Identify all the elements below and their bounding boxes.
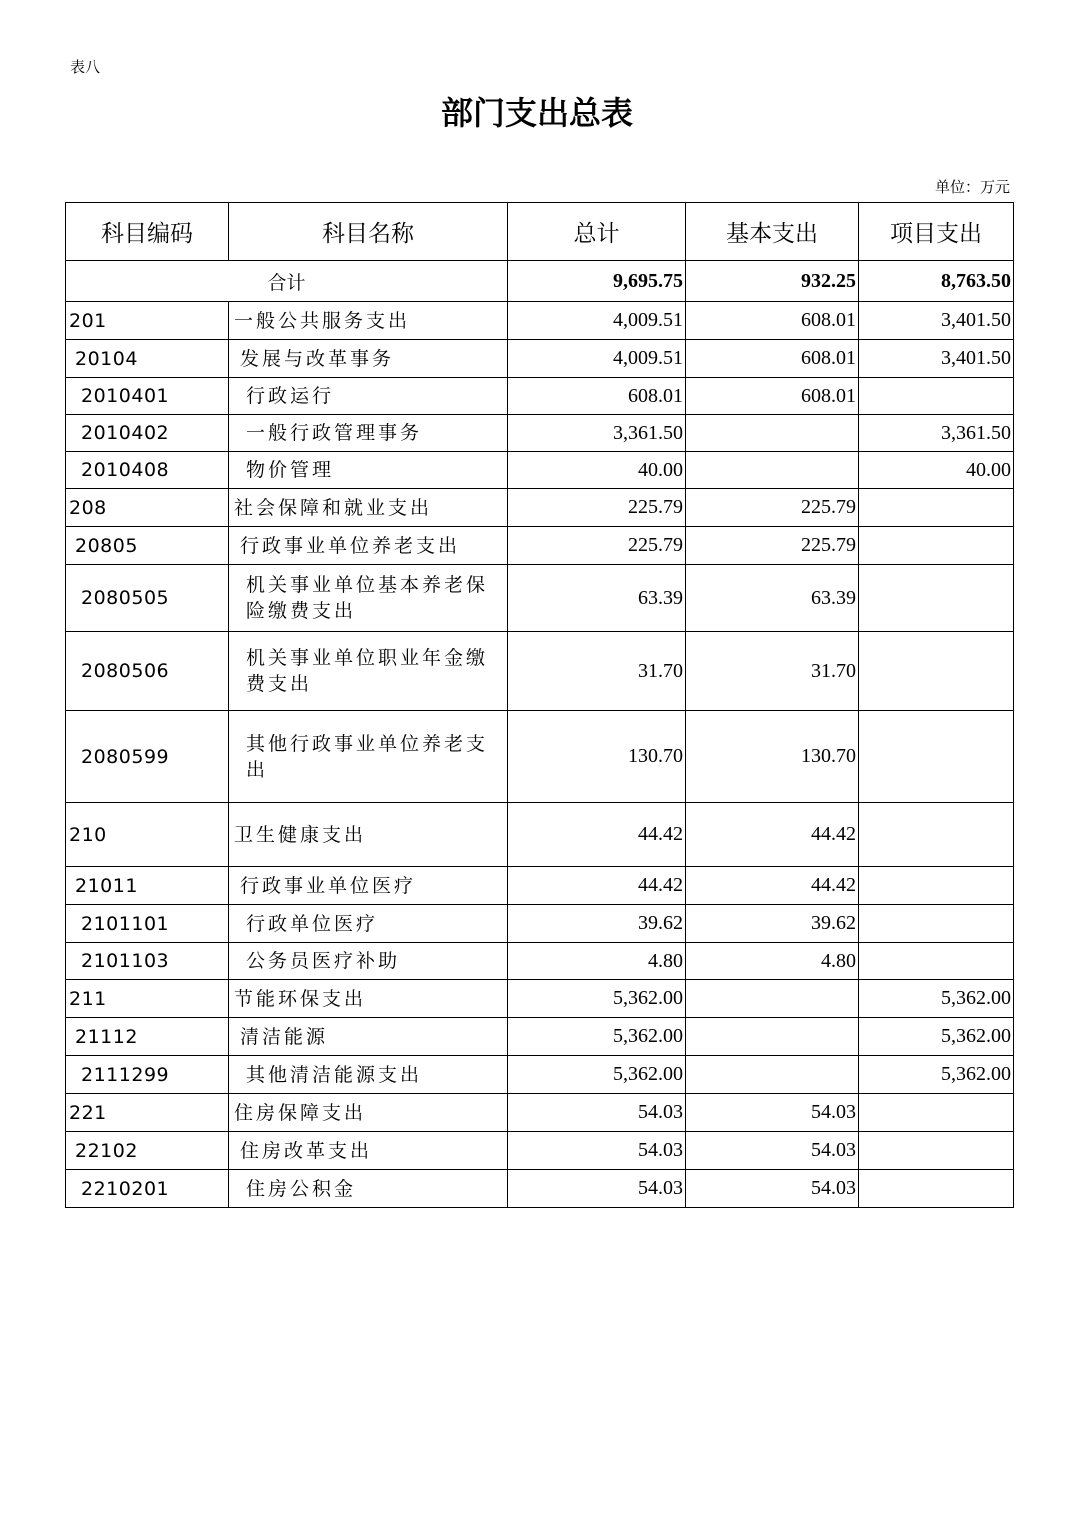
table-row (66, 1170, 1014, 1208)
project-cell: 5,362.00 (859, 1018, 1014, 1056)
basic-cell (686, 1056, 859, 1094)
code-cell: 2080599 (66, 711, 229, 803)
basic-cell: 608.01 (686, 340, 859, 378)
name-cell: 社会保障和就业支出 (229, 489, 508, 527)
basic-cell: 608.01 (686, 302, 859, 340)
code-cell: 208 (66, 489, 229, 527)
table-row (66, 980, 1014, 1018)
code-cell: 21112 (66, 1018, 229, 1056)
code-cell: 210 (66, 803, 229, 867)
total-label: 合计 (66, 261, 508, 302)
header-project: 项目支出 (859, 203, 1014, 261)
name-cell: 住房保障支出 (229, 1094, 508, 1132)
project-cell (859, 1132, 1014, 1170)
total-cell: 54.03 (508, 1132, 686, 1170)
table-row (66, 340, 1014, 378)
code-cell: 201 (66, 302, 229, 340)
project-cell (859, 378, 1014, 415)
basic-cell (686, 1018, 859, 1056)
basic-cell: 54.03 (686, 1094, 859, 1132)
basic-cell: 225.79 (686, 527, 859, 565)
code-cell: 2010402 (66, 415, 229, 452)
code-cell: 211 (66, 980, 229, 1018)
table-row (66, 527, 1014, 565)
name-cell: 住房改革支出 (229, 1132, 508, 1170)
project-cell (859, 803, 1014, 867)
table-number-label: 表八 (70, 58, 101, 76)
code-cell: 2101103 (66, 943, 229, 980)
name-cell: 行政事业单位医疗 (229, 867, 508, 905)
basic-cell (686, 415, 859, 452)
name-cell: 清洁能源 (229, 1018, 508, 1056)
project-cell (859, 943, 1014, 980)
basic-cell: 39.62 (686, 905, 859, 943)
project-cell (859, 1094, 1014, 1132)
total-cell: 39.62 (508, 905, 686, 943)
total-cell: 225.79 (508, 489, 686, 527)
project-cell: 40.00 (859, 452, 1014, 489)
total-cell: 130.70 (508, 711, 686, 803)
project-cell (859, 632, 1014, 711)
name-cell: 行政事业单位养老支出 (229, 527, 508, 565)
project-cell: 5,362.00 (859, 1056, 1014, 1094)
basic-cell: 54.03 (686, 1132, 859, 1170)
table-row (66, 1094, 1014, 1132)
code-cell: 20805 (66, 527, 229, 565)
name-cell: 发展与改革事务 (229, 340, 508, 378)
table-row (66, 415, 1014, 452)
total-cell: 5,362.00 (508, 1056, 686, 1094)
code-cell: 21011 (66, 867, 229, 905)
table-row (66, 565, 1014, 632)
basic-cell: 608.01 (686, 378, 859, 415)
basic-cell (686, 980, 859, 1018)
name-cell: 机关事业单位职业年金缴费支出 (229, 632, 508, 711)
code-cell: 2080505 (66, 565, 229, 632)
total-cell: 31.70 (508, 632, 686, 711)
project-cell: 3,401.50 (859, 340, 1014, 378)
total-cell: 5,362.00 (508, 1018, 686, 1056)
table-row (66, 378, 1014, 415)
basic-cell: 31.70 (686, 632, 859, 711)
table-row (66, 803, 1014, 867)
project-cell: 3,401.50 (859, 302, 1014, 340)
project-cell: 5,362.00 (859, 980, 1014, 1018)
total-row (66, 261, 1014, 302)
total-cell: 4,009.51 (508, 302, 686, 340)
name-cell: 机关事业单位基本养老保险缴费支出 (229, 565, 508, 632)
code-cell: 20104 (66, 340, 229, 378)
total-project: 8,763.50 (859, 261, 1014, 302)
project-cell (859, 711, 1014, 803)
table-row (66, 1132, 1014, 1170)
table-row (66, 452, 1014, 489)
header-name: 科目名称 (229, 203, 508, 261)
code-cell: 22102 (66, 1132, 229, 1170)
name-cell: 节能环保支出 (229, 980, 508, 1018)
total-cell: 44.42 (508, 867, 686, 905)
name-cell: 一般公共服务支出 (229, 302, 508, 340)
code-cell: 2010408 (66, 452, 229, 489)
total-cell: 54.03 (508, 1170, 686, 1208)
basic-cell: 44.42 (686, 867, 859, 905)
basic-cell: 54.03 (686, 1170, 859, 1208)
header-basic: 基本支出 (686, 203, 859, 261)
table-row (66, 302, 1014, 340)
header-row (66, 203, 1014, 261)
table-row (66, 943, 1014, 980)
code-cell: 2111299 (66, 1056, 229, 1094)
total-cell: 54.03 (508, 1094, 686, 1132)
total-cell: 4,009.51 (508, 340, 686, 378)
code-cell: 221 (66, 1094, 229, 1132)
name-cell: 其他清洁能源支出 (229, 1056, 508, 1094)
name-cell: 行政运行 (229, 378, 508, 415)
expenditure-table (65, 202, 1014, 1208)
total-basic: 932.25 (686, 261, 859, 302)
total-cell: 40.00 (508, 452, 686, 489)
name-cell: 住房公积金 (229, 1170, 508, 1208)
total-cell: 63.39 (508, 565, 686, 632)
basic-cell (686, 452, 859, 489)
table-row (66, 905, 1014, 943)
project-cell (859, 489, 1014, 527)
name-cell: 物价管理 (229, 452, 508, 489)
name-cell: 行政单位医疗 (229, 905, 508, 943)
name-cell: 公务员医疗补助 (229, 943, 508, 980)
unit-label: 单位：万元 (934, 178, 1010, 196)
name-cell: 其他行政事业单位养老支出 (229, 711, 508, 803)
table-row (66, 711, 1014, 803)
total-cell: 3,361.50 (508, 415, 686, 452)
basic-cell: 4.80 (686, 943, 859, 980)
project-cell (859, 527, 1014, 565)
code-cell: 2010401 (66, 378, 229, 415)
code-cell: 2210201 (66, 1170, 229, 1208)
name-cell: 卫生健康支出 (229, 803, 508, 867)
total-cell: 5,362.00 (508, 980, 686, 1018)
header-code: 科目编码 (66, 203, 229, 261)
total-total: 9,695.75 (508, 261, 686, 302)
page-title: 部门支出总表 (440, 94, 633, 132)
project-cell (859, 565, 1014, 632)
total-cell: 608.01 (508, 378, 686, 415)
table-row (66, 1018, 1014, 1056)
total-cell: 44.42 (508, 803, 686, 867)
total-cell: 225.79 (508, 527, 686, 565)
code-cell: 2101101 (66, 905, 229, 943)
code-cell: 2080506 (66, 632, 229, 711)
basic-cell: 130.70 (686, 711, 859, 803)
total-cell: 4.80 (508, 943, 686, 980)
table-row (66, 867, 1014, 905)
project-cell: 3,361.50 (859, 415, 1014, 452)
table-row (66, 632, 1014, 711)
table-row (66, 1056, 1014, 1094)
name-cell: 一般行政管理事务 (229, 415, 508, 452)
basic-cell: 44.42 (686, 803, 859, 867)
header-total: 总计 (508, 203, 686, 261)
table-row (66, 489, 1014, 527)
project-cell (859, 905, 1014, 943)
basic-cell: 225.79 (686, 489, 859, 527)
basic-cell: 63.39 (686, 565, 859, 632)
project-cell (859, 1170, 1014, 1208)
project-cell (859, 867, 1014, 905)
